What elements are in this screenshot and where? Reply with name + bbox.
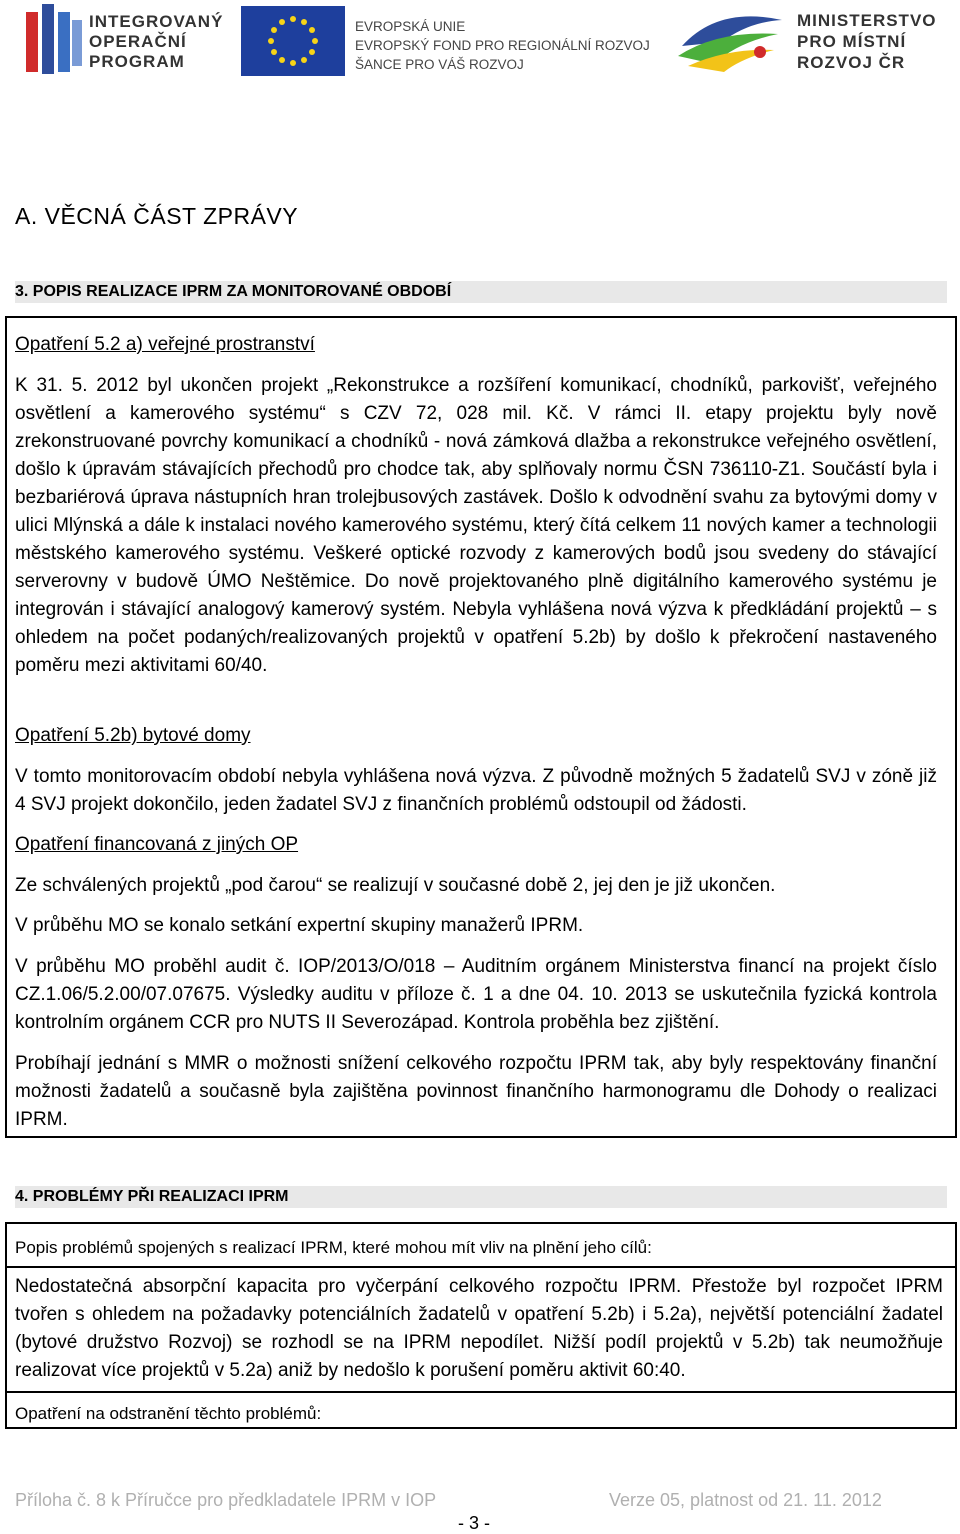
iop-logo-icon xyxy=(26,4,84,74)
section-4-divider xyxy=(5,1266,957,1268)
section-4-problems-label: Popis problémů spojených s realizací IPRM, které mohou mít vliv na plnění jeho cílů: xyxy=(15,1238,652,1257)
eu-flag-icon xyxy=(241,6,345,76)
document-title: A. VĚCNÁ ČÁST ZPRÁVY xyxy=(15,203,299,229)
section-3-paragraph-5: V průběhu MO proběhl audit č. IOP/2013/O/018 – Auditním orgánem Ministerstva financí na projekt číslo CZ.1.06/5.2.00/07.07675. Výsledky auditu v příloze č. 1 a dne 04. 10. 2013 se uskutečnila fyzická kontrola kontrolním orgánem CCR pro NUTS II Severozápad. Kontrola proběhla bez zjištění. xyxy=(15,956,937,1033)
section-4-paragraph-1: Nedostatečná absorpční kapacita pro vyčerpání celkového rozpočtu IPRM. Přestože byl rozpočet IPRM tvořen s ohledem na požadavky potenciálních žadatelů v opatření 5.2b) i 5.2a), největší potenciální žadatel (bytové družstvo Rozvoj) se rozhodl se na IPRM nepodílet. Nižší podíl projektů v 5.2b) tak neumožňuje realizovat více projektů v 5.2a) aniž by nedošlo k porušení poměru aktivit 60:40. xyxy=(15,1276,943,1381)
mmr-logo-icon xyxy=(678,12,786,74)
section-4-measures-label: Opatření na odstranění těchto problémů: xyxy=(15,1404,322,1423)
section-3-paragraph-4: V průběhu MO se konalo setkání expertní skupiny manažerů IPRM. xyxy=(15,915,584,936)
section-3-heading-jine-op: Opatření financovaná z jiných OP xyxy=(15,834,299,855)
eu-logo-text: EVROPSKÁ UNIE EVROPSKÝ FOND PRO REGIONÁLNÍ ROZVOJ ŠANCE PRO VÁŠ ROZVOJ xyxy=(355,19,650,72)
section-4-heading: 4. PROBLÉMY PŘI REALIZACI IPRM xyxy=(15,1186,947,1208)
section-3-heading-opatreni-5-2a: Opatření 5.2 a) veřejné prostranství xyxy=(15,334,315,355)
logo-bar xyxy=(0,0,960,90)
section-3-paragraph-1: K 31. 5. 2012 byl ukončen projekt „Rekonstrukce a rozšíření komunikací, chodníků, parkovišť, veřejného osvětlení a kamerového systému“ s CZV 72, 028 mil. Kč. V rámci II. etapy projektu byly nově zrekonstruované povrchy komunikací a chodníků - nová zámková dlažba a rekonstrukce veřejného osvětlení, došlo k úpravám stávajících přechodů pro chodce tak, aby splňovaly normu ČSN 736110-Z1. Součástí byla i bezbariérová úprava nástupních hran trolejbusových zastávek. Došlo k odvodnění svahu za bytovými domy v ulici Mlýnská a dále k instalaci nového kamerového systému, který čítá celkem 11 nových kamer a technologii městského kamerového systému. Veškeré optické rozvody z kamerových bodů jsou svedeny do stávající serverovny v budově ÚMO Neštěmice. Do nově projektovaného plně digitálního kamerového systému je integrován i stávající analogový kamerový systém. Nebyla vyhlášena nová výzva k předkládání projektů – s ohledem na počet podaných/realizovaných projektů v opatření 5.2b) by došlo k překročení nastaveného poměru mezi aktivitami 60/40. xyxy=(15,375,937,676)
footer-left: Příloha č. 8 k Příručce pro předkladatele IPRM v IOP xyxy=(15,1490,437,1510)
iop-logo-text: INTEGROVANÝ OPERAČNÍ PROGRAM xyxy=(89,12,224,71)
mmr-logo-text: MINISTERSTVO PRO MÍSTNÍ ROZVOJ ČR xyxy=(797,11,937,72)
section-3-paragraph-3: Ze schválených projektů „pod čarou“ se realizují v současné době 2, jej den je již ukončen. xyxy=(15,875,776,896)
section-3-paragraph-6: Probíhají jednání s MMR o možnosti snížení celkového rozpočtu IPRM tak, aby byly respektovány finanční možnosti žadatelů a současně byla zajištěna povinnost finančního harmonogramu dle Dohody o realizaci IPRM. xyxy=(15,1053,937,1130)
section-3-heading-opatreni-5-2b: Opatření 5.2b) bytové domy xyxy=(15,725,251,746)
section-4-divider xyxy=(5,1391,957,1393)
section-3-paragraph-2: V tomto monitorovacím období nebyla vyhlášena nová výzva. Z původně možných 5 žadatelů SVJ v zóně již 4 SVJ projekt dokončilo, jeden žadatel SVJ z finančních problémů odstoupil od žádosti. xyxy=(15,766,937,815)
section-3-heading: 3. POPIS REALIZACE IPRM ZA MONITOROVANÉ OBDOBÍ xyxy=(15,281,947,303)
page-number: - 3 - xyxy=(458,1513,491,1533)
footer-right: Verze 05, platnost od 21. 11. 2012 xyxy=(609,1490,882,1510)
